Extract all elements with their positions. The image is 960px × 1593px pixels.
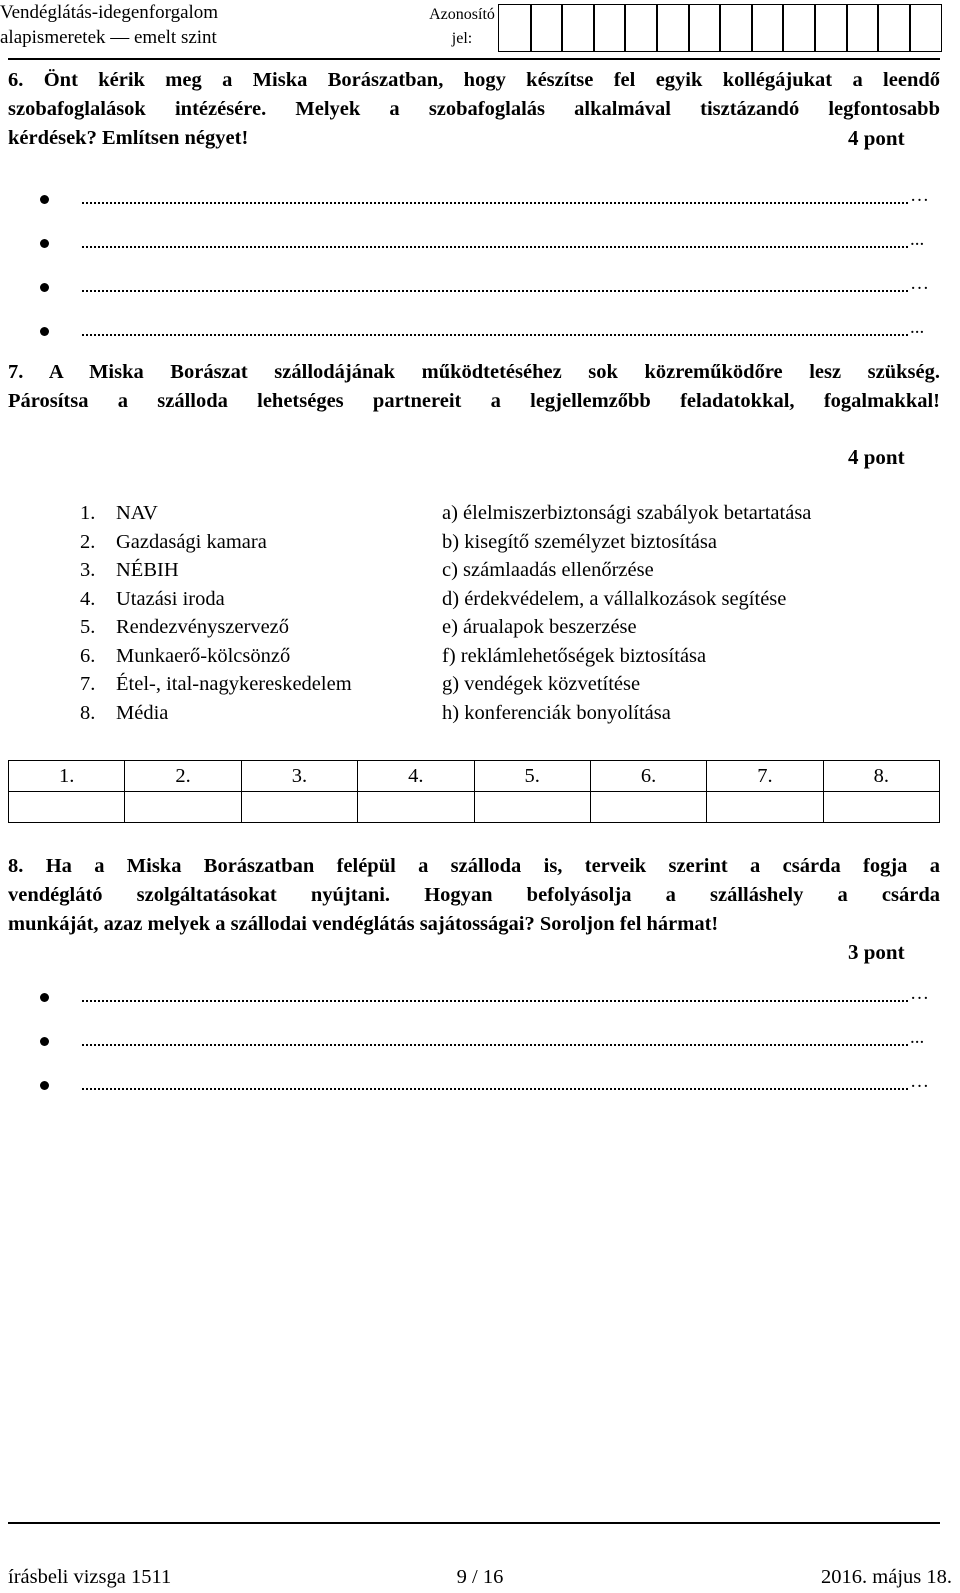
id-code-box[interactable] xyxy=(561,4,595,52)
question-7 xyxy=(8,358,940,416)
id-code-box[interactable] xyxy=(877,4,911,52)
partner-number: 5. xyxy=(80,616,96,638)
exam-subject-line2: alapismeretek — emelt szint xyxy=(0,27,217,48)
partner-label: Munkaerő-kölcsönző xyxy=(116,644,291,667)
bullet-icon xyxy=(40,195,49,204)
q8-line1: 8. Ha a Miska Borászatban felépül a szálloda is, terveik szerint a csárda fogja a xyxy=(8,855,940,877)
partner-label: Rendezvényszervező xyxy=(116,616,290,638)
bullet-icon xyxy=(40,327,49,336)
partner-item xyxy=(80,528,352,557)
partner-number: 2. xyxy=(80,530,96,553)
partner-label: Utazási iroda xyxy=(116,587,225,610)
q6-line2: szobafoglalások intézésére. Melyek a szobafoglalás alkalmával tisztázandó legfontosabb xyxy=(8,98,940,120)
task-item: b) kisegítő személyzet biztosítása xyxy=(442,530,717,553)
partner-item xyxy=(80,642,352,671)
answer-line-end: ... xyxy=(910,1027,925,1048)
id-label-line2: jel: xyxy=(451,30,473,47)
partner-label: NÉBIH xyxy=(116,559,179,581)
answer-line[interactable] xyxy=(82,1088,908,1090)
id-code-box[interactable] xyxy=(719,4,753,52)
id-code-box[interactable] xyxy=(751,4,785,52)
task-item: g) vendégek közvetítése xyxy=(442,673,641,695)
answer-cell[interactable] xyxy=(707,792,823,823)
footer-date: 2016. május 18. xyxy=(821,1566,952,1588)
partner-number: 8. xyxy=(80,701,96,724)
task-list xyxy=(442,499,811,727)
partner-list xyxy=(80,499,352,727)
q6-points: 4 pont xyxy=(848,126,905,150)
partner-item xyxy=(80,585,352,614)
bullet-icon xyxy=(40,283,49,292)
id-code-box[interactable] xyxy=(782,4,816,52)
partner-label: NAV xyxy=(116,502,158,524)
partner-label: Média xyxy=(116,701,169,724)
answer-header-row xyxy=(9,761,940,792)
answer-header-cell: 8. xyxy=(823,761,939,792)
partner-item xyxy=(80,556,352,585)
answer-line[interactable] xyxy=(82,246,908,248)
answer-line-end: … xyxy=(910,185,929,206)
header-rule xyxy=(8,58,940,60)
answer-line[interactable] xyxy=(82,1000,908,1002)
answer-header-cell: 2. xyxy=(125,761,241,792)
id-code-box[interactable] xyxy=(814,4,848,52)
answer-line[interactable] xyxy=(82,334,908,336)
answer-line[interactable] xyxy=(82,290,908,292)
answer-line-end: ... xyxy=(910,229,925,250)
partner-number: 7. xyxy=(80,673,96,695)
id-code-box[interactable] xyxy=(593,4,627,52)
q7-points: 4 pont xyxy=(848,445,905,469)
answer-cell[interactable] xyxy=(125,792,241,823)
exam-subject xyxy=(0,0,218,50)
partner-item xyxy=(80,499,352,528)
bullet-icon xyxy=(40,1037,49,1046)
exam-subject-line1: Vendéglátás-idegenforgalom xyxy=(0,2,219,23)
answer-line[interactable] xyxy=(82,202,908,204)
task-item: h) konferenciák bonyolítása xyxy=(442,701,671,724)
bullet-icon xyxy=(40,239,49,248)
answer-header-cell: 3. xyxy=(241,761,357,792)
q8-line3: munkáját, azaz melyek a szállodai vendéglátás sajátosságai? Soroljon fel hármat! xyxy=(8,913,719,935)
answer-header-cell: 6. xyxy=(590,761,706,792)
task-item: c) számlaadás ellenőrzése xyxy=(442,559,654,581)
q7-line2: Párosítsa a szálloda lehetséges partnereit a legjellemzőbb feladatokkal, fogalmakkal! xyxy=(8,390,940,412)
id-code-box[interactable] xyxy=(624,4,658,52)
answer-cell[interactable] xyxy=(474,792,590,823)
id-code-box[interactable] xyxy=(688,4,722,52)
question-8 xyxy=(8,852,940,939)
q6-line1: 6. Önt kérik meg a Miska Borászatban, hogy készítse fel egyik kollégájukat a leendő xyxy=(8,69,940,91)
id-label-line1: Azonosító xyxy=(429,6,495,23)
partner-number: 1. xyxy=(80,502,96,524)
q8-line2: vendéglátó szolgáltatásokat nyújtani. Hogyan befolyásolja a szálláshely a csárda xyxy=(8,884,940,906)
answer-input-row xyxy=(9,792,940,823)
footer-exam-code: írásbeli vizsga 1511 xyxy=(8,1566,172,1588)
partner-label: Étel-, ital-nagykereskedelem xyxy=(116,673,352,695)
partner-item xyxy=(80,699,352,728)
q6-line3: kérdések? Említsen négyet! xyxy=(8,127,249,149)
answer-line[interactable] xyxy=(82,1044,908,1046)
footer-rule xyxy=(8,1522,940,1524)
partner-number: 6. xyxy=(80,644,96,667)
partner-item xyxy=(80,670,352,699)
partner-item xyxy=(80,613,352,642)
id-code-box[interactable] xyxy=(530,4,564,52)
answer-cell[interactable] xyxy=(9,792,125,823)
answer-header-cell: 4. xyxy=(358,761,474,792)
question-6 xyxy=(8,66,940,153)
bullet-icon xyxy=(40,993,49,1002)
task-item: f) reklámlehetőségek biztosítása xyxy=(442,644,707,667)
answer-line-end: … xyxy=(910,1071,929,1092)
answer-cell[interactable] xyxy=(241,792,357,823)
id-code-box[interactable] xyxy=(498,4,532,52)
partner-number: 3. xyxy=(80,559,96,581)
answer-cell[interactable] xyxy=(590,792,706,823)
answer-header-cell: 7. xyxy=(707,761,823,792)
answer-cell[interactable] xyxy=(823,792,939,823)
task-item: d) érdekvédelem, a vállalkozások segítése xyxy=(442,587,787,610)
answer-line-end: ... xyxy=(910,317,925,338)
task-item: e) árualapok beszerzése xyxy=(442,616,637,638)
answer-line-end: … xyxy=(910,983,929,1004)
answer-header-cell: 5. xyxy=(474,761,590,792)
id-label xyxy=(418,3,506,51)
id-code-box[interactable] xyxy=(846,4,880,52)
partner-label: Gazdasági kamara xyxy=(116,530,267,553)
answer-cell[interactable] xyxy=(358,792,474,823)
bullet-icon xyxy=(40,1081,49,1090)
id-code-box[interactable] xyxy=(656,4,690,52)
task-item: a) élelmiszerbiztonsági szabályok betartatása xyxy=(442,502,812,524)
answer-line-end: … xyxy=(910,273,929,294)
footer-page-number: 9 / 16 xyxy=(456,1566,504,1588)
partner-number: 4. xyxy=(80,587,96,610)
answer-header-cell: 1. xyxy=(9,761,125,792)
id-code-box[interactable] xyxy=(909,4,943,52)
q7-answer-table xyxy=(8,760,940,823)
q7-line1: 7. A Miska Borászat szállodájának működtetéséhez sok közreműködőre lesz szükség. xyxy=(8,361,940,383)
q8-points: 3 pont xyxy=(848,940,905,964)
